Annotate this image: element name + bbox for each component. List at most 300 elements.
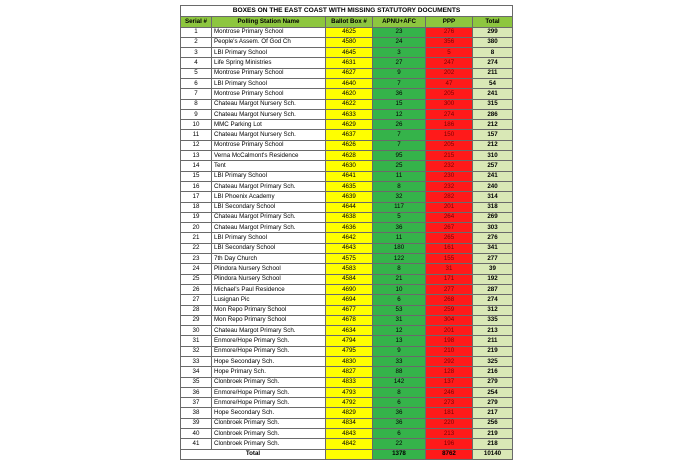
- ballot-box-cell: 4639: [326, 192, 373, 202]
- table-row: [181, 387, 513, 397]
- header-ppp: PPP: [426, 16, 473, 27]
- apnu-afc-votes-cell: 88: [373, 367, 426, 377]
- station-name-cell: Chateau Margot Nursery Sch.: [212, 109, 326, 119]
- serial-cell: 21: [181, 233, 212, 243]
- total-votes-cell: 286: [473, 109, 513, 119]
- serial-cell: 1: [181, 27, 212, 37]
- station-name-cell: Clonbroek Primary Sch.: [212, 429, 326, 439]
- station-name-cell: Clonbroek Primary Sch.: [212, 377, 326, 387]
- ppp-votes-cell: 155: [426, 254, 473, 264]
- table-row: [181, 408, 513, 418]
- ballot-box-cell: 4625: [326, 27, 373, 37]
- total-votes-cell: 257: [473, 161, 513, 171]
- serial-cell: 11: [181, 130, 212, 140]
- ballot-box-cell: 4827: [326, 367, 373, 377]
- serial-cell: 3: [181, 48, 212, 58]
- total-votes-cell: 256: [473, 418, 513, 428]
- apnu-afc-votes-cell: 21: [373, 274, 426, 284]
- serial-cell: 27: [181, 295, 212, 305]
- apnu-afc-votes-cell: 36: [373, 89, 426, 99]
- ppp-votes-cell: 128: [426, 367, 473, 377]
- ppp-votes-cell: 31: [426, 264, 473, 274]
- ppp-votes-cell: 210: [426, 346, 473, 356]
- total-votes-cell: 54: [473, 78, 513, 88]
- ppp-votes-cell: 276: [426, 27, 473, 37]
- table-row: [181, 346, 513, 356]
- table-row: [181, 223, 513, 233]
- table-row: [181, 233, 513, 243]
- serial-cell: 23: [181, 254, 212, 264]
- ppp-votes-cell: 273: [426, 398, 473, 408]
- serial-cell: 40: [181, 429, 212, 439]
- apnu-afc-votes-cell: 11: [373, 171, 426, 181]
- ppp-votes-cell: 181: [426, 408, 473, 418]
- serial-cell: 41: [181, 439, 212, 449]
- table-row: [181, 130, 513, 140]
- station-name-cell: People's Assem. Of God Ch: [212, 37, 326, 47]
- ballot-box-cell: 4636: [326, 223, 373, 233]
- ballot-box-cell: 4644: [326, 202, 373, 212]
- station-name-cell: Montrose Primary School: [212, 68, 326, 78]
- ppp-votes-cell: 205: [426, 89, 473, 99]
- apnu-afc-votes-cell: 24: [373, 37, 426, 47]
- table-row: [181, 68, 513, 78]
- station-name-cell: Enmore/Hope Primary Sch.: [212, 336, 326, 346]
- station-name-cell: Montrose Primary School: [212, 140, 326, 150]
- ballot-box-cell: 4842: [326, 439, 373, 449]
- ballot-box-cell: 4830: [326, 357, 373, 367]
- apnu-afc-votes-cell: 36: [373, 408, 426, 418]
- ppp-votes-cell: 220: [426, 418, 473, 428]
- ballot-box-cell: 4629: [326, 120, 373, 130]
- ppp-votes-cell: 171: [426, 274, 473, 284]
- station-name-cell: Chateau Margot Primary Sch.: [212, 212, 326, 222]
- total-votes-cell: 219: [473, 429, 513, 439]
- apnu-afc-votes-cell: 11: [373, 233, 426, 243]
- station-name-cell: Montrose Primary School: [212, 89, 326, 99]
- ppp-votes-cell: 277: [426, 284, 473, 294]
- serial-cell: 9: [181, 109, 212, 119]
- ballot-box-cell: 4694: [326, 295, 373, 305]
- ppp-votes-cell: 213: [426, 429, 473, 439]
- serial-cell: 16: [181, 181, 212, 191]
- apnu-afc-votes-cell: 6: [373, 429, 426, 439]
- table-row: [181, 264, 513, 274]
- apnu-afc-votes-cell: 8: [373, 387, 426, 397]
- ppp-votes-cell: 202: [426, 68, 473, 78]
- apnu-afc-votes-cell: 8: [373, 181, 426, 191]
- total-votes-cell: 254: [473, 387, 513, 397]
- ppp-votes-cell: 246: [426, 387, 473, 397]
- station-name-cell: Clonbroek Primary Sch.: [212, 439, 326, 449]
- serial-cell: 22: [181, 243, 212, 253]
- total-votes-cell: 219: [473, 346, 513, 356]
- serial-cell: 26: [181, 284, 212, 294]
- ppp-votes-cell: 264: [426, 212, 473, 222]
- header-ballot-box: Ballot Box #: [326, 16, 373, 27]
- ballot-box-cell: 4633: [326, 109, 373, 119]
- table-row: [181, 377, 513, 387]
- total-votes-cell: 211: [473, 68, 513, 78]
- ppp-votes-cell: 304: [426, 315, 473, 325]
- total-votes-cell: 325: [473, 357, 513, 367]
- total-votes-cell: 211: [473, 336, 513, 346]
- total-votes-cell: 318: [473, 202, 513, 212]
- ballot-box-cell: 4829: [326, 408, 373, 418]
- total-votes-cell: 287: [473, 284, 513, 294]
- total-votes-cell: 274: [473, 58, 513, 68]
- station-name-cell: Hope Secondary Sch.: [212, 357, 326, 367]
- ppp-votes-cell: 196: [426, 439, 473, 449]
- total-votes-cell: 341: [473, 243, 513, 253]
- serial-cell: 7: [181, 89, 212, 99]
- table-row: [181, 284, 513, 294]
- serial-cell: 37: [181, 398, 212, 408]
- table-row: [181, 78, 513, 88]
- header-total: Total: [473, 16, 513, 27]
- station-name-cell: Mon Repo Primary School: [212, 315, 326, 325]
- totals-total: 10140: [473, 449, 513, 460]
- serial-cell: 36: [181, 387, 212, 397]
- apnu-afc-votes-cell: 142: [373, 377, 426, 387]
- ballot-box-cell: 4583: [326, 264, 373, 274]
- apnu-afc-votes-cell: 6: [373, 295, 426, 305]
- serial-cell: 5: [181, 68, 212, 78]
- table-row: [181, 274, 513, 284]
- station-name-cell: Michael's Paul Residence: [212, 284, 326, 294]
- apnu-afc-votes-cell: 22: [373, 439, 426, 449]
- apnu-afc-votes-cell: 12: [373, 109, 426, 119]
- station-name-cell: LBI Primary School: [212, 233, 326, 243]
- ppp-votes-cell: 5: [426, 48, 473, 58]
- totals-row: [181, 449, 513, 460]
- apnu-afc-votes-cell: 7: [373, 130, 426, 140]
- ballot-box-cell: 4833: [326, 377, 373, 387]
- ppp-votes-cell: 282: [426, 192, 473, 202]
- total-votes-cell: 216: [473, 367, 513, 377]
- ballot-box-cell: 4690: [326, 284, 373, 294]
- ballot-box-cell: 4630: [326, 161, 373, 171]
- ballot-box-cell: 4635: [326, 181, 373, 191]
- station-name-cell: Plindora Nursery School: [212, 264, 326, 274]
- apnu-afc-votes-cell: 3: [373, 48, 426, 58]
- table-row: [181, 439, 513, 449]
- station-name-cell: LBI Phoenix Academy: [212, 192, 326, 202]
- ballot-box-cell: 4628: [326, 151, 373, 161]
- station-name-cell: LBI Primary School: [212, 48, 326, 58]
- apnu-afc-votes-cell: 31: [373, 315, 426, 325]
- ballot-box-cell: 4634: [326, 326, 373, 336]
- apnu-afc-votes-cell: 8: [373, 264, 426, 274]
- ballot-box-cell: 4580: [326, 37, 373, 47]
- totals-label: Total: [181, 449, 326, 460]
- ballot-box-cell: 4622: [326, 99, 373, 109]
- total-votes-cell: 310: [473, 151, 513, 161]
- total-votes-cell: 39: [473, 264, 513, 274]
- table-row: [181, 212, 513, 222]
- total-votes-cell: 315: [473, 99, 513, 109]
- ballot-box-cell: 4637: [326, 130, 373, 140]
- apnu-afc-votes-cell: 25: [373, 161, 426, 171]
- serial-cell: 19: [181, 212, 212, 222]
- serial-cell: 10: [181, 120, 212, 130]
- table-row: [181, 89, 513, 99]
- station-name-cell: Lusignan Pic: [212, 295, 326, 305]
- table-row: [181, 151, 513, 161]
- total-votes-cell: 157: [473, 130, 513, 140]
- apnu-afc-votes-cell: 6: [373, 398, 426, 408]
- ballot-box-cell: 4793: [326, 387, 373, 397]
- table-row: [181, 398, 513, 408]
- apnu-afc-votes-cell: 27: [373, 58, 426, 68]
- station-name-cell: Chateau Margot Nursery Sch.: [212, 130, 326, 140]
- ppp-votes-cell: 198: [426, 336, 473, 346]
- ballot-box-cell: 4645: [326, 48, 373, 58]
- total-votes-cell: 213: [473, 326, 513, 336]
- ppp-votes-cell: 230: [426, 171, 473, 181]
- serial-cell: 38: [181, 408, 212, 418]
- ppp-votes-cell: 300: [426, 99, 473, 109]
- serial-cell: 35: [181, 377, 212, 387]
- ballot-box-cell: 4643: [326, 243, 373, 253]
- table-row: [181, 315, 513, 325]
- apnu-afc-votes-cell: 12: [373, 326, 426, 336]
- serial-cell: 18: [181, 202, 212, 212]
- header-polling-station: Polling Station Name: [212, 16, 326, 27]
- apnu-afc-votes-cell: 23: [373, 27, 426, 37]
- station-name-cell: Tent: [212, 161, 326, 171]
- ballot-box-cell: 4640: [326, 78, 373, 88]
- station-name-cell: Verna McCalmont's Residence: [212, 151, 326, 161]
- table-row: [181, 192, 513, 202]
- apnu-afc-votes-cell: 122: [373, 254, 426, 264]
- total-votes-cell: 299: [473, 27, 513, 37]
- apnu-afc-votes-cell: 10: [373, 284, 426, 294]
- station-name-cell: LBI Secondary School: [212, 202, 326, 212]
- station-name-cell: LBI Primary School: [212, 78, 326, 88]
- ballot-box-cell: 4792: [326, 398, 373, 408]
- table-body: [181, 27, 513, 449]
- station-name-cell: 7th Day Church: [212, 254, 326, 264]
- total-votes-cell: 380: [473, 37, 513, 47]
- table-row: [181, 120, 513, 130]
- apnu-afc-votes-cell: 32: [373, 192, 426, 202]
- ppp-votes-cell: 201: [426, 326, 473, 336]
- ballot-box-cell: 4575: [326, 254, 373, 264]
- apnu-afc-votes-cell: 9: [373, 68, 426, 78]
- totals-apnu-afc: 1378: [373, 449, 426, 460]
- header-serial: Serial #: [181, 16, 212, 27]
- table-title: BOXES ON THE EAST COAST WITH MISSING STATUTORY DOCUMENTS: [181, 6, 513, 17]
- station-name-cell: Montrose Primary School: [212, 27, 326, 37]
- serial-cell: 2: [181, 37, 212, 47]
- apnu-afc-votes-cell: 180: [373, 243, 426, 253]
- ballot-box-cell: 4584: [326, 274, 373, 284]
- table-row: [181, 326, 513, 336]
- ppp-votes-cell: 47: [426, 78, 473, 88]
- station-name-cell: Chateau Margot Nursery Sch.: [212, 99, 326, 109]
- apnu-afc-votes-cell: 53: [373, 305, 426, 315]
- ballot-box-cell: 4631: [326, 58, 373, 68]
- table-row: [181, 336, 513, 346]
- station-name-cell: Mon Repo Primary School: [212, 305, 326, 315]
- total-votes-cell: 279: [473, 377, 513, 387]
- totals-ppp: 8762: [426, 449, 473, 460]
- total-votes-cell: 279: [473, 398, 513, 408]
- ppp-votes-cell: 274: [426, 109, 473, 119]
- table-row: [181, 305, 513, 315]
- ppp-votes-cell: 186: [426, 120, 473, 130]
- serial-cell: 31: [181, 336, 212, 346]
- total-votes-cell: 335: [473, 315, 513, 325]
- table-row: [181, 99, 513, 109]
- apnu-afc-votes-cell: 36: [373, 418, 426, 428]
- ppp-votes-cell: 161: [426, 243, 473, 253]
- ballot-box-cell: 4641: [326, 171, 373, 181]
- ballot-box-cell: 4678: [326, 315, 373, 325]
- serial-cell: 32: [181, 346, 212, 356]
- serial-cell: 24: [181, 264, 212, 274]
- ppp-votes-cell: 268: [426, 295, 473, 305]
- ppp-votes-cell: 259: [426, 305, 473, 315]
- ballot-box-cell: 4620: [326, 89, 373, 99]
- serial-cell: 8: [181, 99, 212, 109]
- station-name-cell: Chateau Margot Primary Sch.: [212, 326, 326, 336]
- apnu-afc-votes-cell: 33: [373, 357, 426, 367]
- serial-cell: 39: [181, 418, 212, 428]
- ballot-box-cell: 4795: [326, 346, 373, 356]
- apnu-afc-votes-cell: 9: [373, 346, 426, 356]
- table-row: [181, 418, 513, 428]
- total-votes-cell: 212: [473, 140, 513, 150]
- ballot-box-cell: 4677: [326, 305, 373, 315]
- ppp-votes-cell: 267: [426, 223, 473, 233]
- apnu-afc-votes-cell: 13: [373, 336, 426, 346]
- ppp-votes-cell: 215: [426, 151, 473, 161]
- apnu-afc-votes-cell: 36: [373, 223, 426, 233]
- ppp-votes-cell: 201: [426, 202, 473, 212]
- station-name-cell: LBI Primary School: [212, 171, 326, 181]
- table-row: [181, 181, 513, 191]
- table-row: [181, 27, 513, 37]
- station-name-cell: Hope Secondary Sch.: [212, 408, 326, 418]
- table-row: [181, 202, 513, 212]
- ppp-votes-cell: 232: [426, 161, 473, 171]
- apnu-afc-votes-cell: 5: [373, 212, 426, 222]
- station-name-cell: Hope Primary Sch.: [212, 367, 326, 377]
- table-row: [181, 429, 513, 439]
- serial-cell: 20: [181, 223, 212, 233]
- station-name-cell: Enmore/Hope Primary Sch.: [212, 387, 326, 397]
- station-name-cell: MMC Parking Lot: [212, 120, 326, 130]
- serial-cell: 28: [181, 305, 212, 315]
- table-row: [181, 140, 513, 150]
- apnu-afc-votes-cell: 7: [373, 140, 426, 150]
- table-row: [181, 254, 513, 264]
- station-name-cell: Chateau Margot Primary Sch.: [212, 181, 326, 191]
- table-row: [181, 295, 513, 305]
- ppp-votes-cell: 150: [426, 130, 473, 140]
- total-votes-cell: 312: [473, 305, 513, 315]
- total-votes-cell: 218: [473, 439, 513, 449]
- totals-ballot-box: [326, 449, 373, 460]
- table-row: [181, 109, 513, 119]
- station-name-cell: Clonbroek Primary Sch.: [212, 418, 326, 428]
- ppp-votes-cell: 247: [426, 58, 473, 68]
- apnu-afc-votes-cell: 15: [373, 99, 426, 109]
- total-votes-cell: 8: [473, 48, 513, 58]
- table-row: [181, 367, 513, 377]
- apnu-afc-votes-cell: 7: [373, 78, 426, 88]
- apnu-afc-votes-cell: 117: [373, 202, 426, 212]
- serial-cell: 4: [181, 58, 212, 68]
- total-votes-cell: 303: [473, 223, 513, 233]
- ballot-box-cell: 4642: [326, 233, 373, 243]
- serial-cell: 13: [181, 151, 212, 161]
- ballot-box-cell: 4626: [326, 140, 373, 150]
- total-votes-cell: 192: [473, 274, 513, 284]
- ppp-votes-cell: 232: [426, 181, 473, 191]
- ppp-votes-cell: 205: [426, 140, 473, 150]
- ballot-box-cell: 4627: [326, 68, 373, 78]
- header-apnu-afc: APNU+AFC: [373, 16, 426, 27]
- station-name-cell: LBI Secondary School: [212, 243, 326, 253]
- serial-cell: 17: [181, 192, 212, 202]
- apnu-afc-votes-cell: 26: [373, 120, 426, 130]
- ballot-box-cell: 4843: [326, 429, 373, 439]
- serial-cell: 15: [181, 171, 212, 181]
- total-votes-cell: 276: [473, 233, 513, 243]
- ballot-box-cell: 4638: [326, 212, 373, 222]
- total-votes-cell: 217: [473, 408, 513, 418]
- station-name-cell: Chateau Margot Primary Sch.: [212, 223, 326, 233]
- total-votes-cell: 269: [473, 212, 513, 222]
- serial-cell: 33: [181, 357, 212, 367]
- total-votes-cell: 314: [473, 192, 513, 202]
- total-votes-cell: 277: [473, 254, 513, 264]
- table-row: [181, 58, 513, 68]
- station-name-cell: Enmore/Hope Primary Sch.: [212, 398, 326, 408]
- ppp-votes-cell: 292: [426, 357, 473, 367]
- station-name-cell: Life Spring Ministries: [212, 58, 326, 68]
- missing-documents-table: [180, 5, 513, 460]
- serial-cell: 12: [181, 140, 212, 150]
- ppp-votes-cell: 356: [426, 37, 473, 47]
- total-votes-cell: 241: [473, 89, 513, 99]
- serial-cell: 34: [181, 367, 212, 377]
- total-votes-cell: 241: [473, 171, 513, 181]
- serial-cell: 30: [181, 326, 212, 336]
- total-votes-cell: 240: [473, 181, 513, 191]
- total-votes-cell: 212: [473, 120, 513, 130]
- station-name-cell: Plindora Nursery School: [212, 274, 326, 284]
- ppp-votes-cell: 137: [426, 377, 473, 387]
- table-row: [181, 171, 513, 181]
- station-name-cell: Enmore/Hope Primary Sch.: [212, 346, 326, 356]
- serial-cell: 14: [181, 161, 212, 171]
- serial-cell: 6: [181, 78, 212, 88]
- ballot-box-cell: 4834: [326, 418, 373, 428]
- serial-cell: 29: [181, 315, 212, 325]
- ppp-votes-cell: 265: [426, 233, 473, 243]
- table-row: [181, 357, 513, 367]
- serial-cell: 25: [181, 274, 212, 284]
- apnu-afc-votes-cell: 95: [373, 151, 426, 161]
- table-row: [181, 161, 513, 171]
- table-row: [181, 37, 513, 47]
- table-row: [181, 243, 513, 253]
- table-row: [181, 48, 513, 58]
